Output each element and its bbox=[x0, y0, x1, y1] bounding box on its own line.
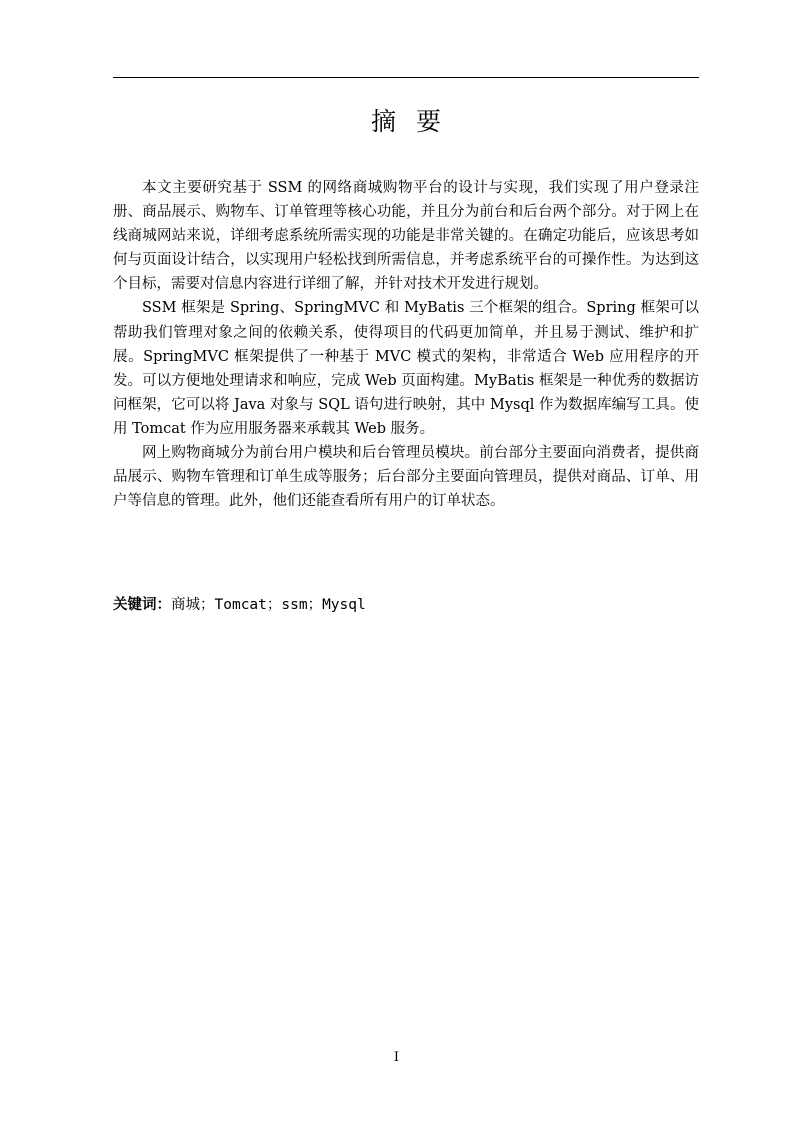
page-title: 摘要 bbox=[370, 107, 461, 136]
abstract-paragraph: SSM 框架是 Spring、SpringMVC 和 MyBatis 三个框架的组合。Spring 框架可以帮助我们管理对象之间的依赖关系，使得项目的代码更加简单，并且易于测试、维护和扩展。SpringMVC 框架提供了一种基于 MVC 模式的架构，非常适合 Web 应用程序的开发。可以方便地处理请求和响应，完成 Web 页面构建。MyBatis 框架是一种优秀的数据访问框架，它可以将 Java 对象与 SQL 语句进行映射，其中 Mysql 作为数据库编写工具。使用 Tomcat 作为应用服务器来承载其 Web 服务。 bbox=[113, 300, 699, 437]
keywords-line bbox=[113, 593, 699, 617]
header-rule bbox=[113, 77, 699, 78]
keywords-label: 关键词： bbox=[113, 597, 171, 613]
page-number: I bbox=[393, 1050, 400, 1065]
abstract-paragraph: 本文主要研究基于 SSM 的网络商城购物平台的设计与实现，我们实现了用户登录注册、商品展示、购物车、订单管理等核心功能，并且分为前台和后台两个部分。对于网上在线商城网站来说，详细考虑系统所需实现的功能是非常关键的。在确定功能后，应该思考如何与页面设计结合，以实现用户轻松找到所需信息，并考虑系统平台的可操作性。为达到这个目标，需要对信息内容进行详细了解，并针对技术开发进行规划。 bbox=[113, 180, 699, 293]
abstract-paragraph: 网上购物商城分为前台用户模块和后台管理员模块。前台部分主要面向消费者，提供商品展示、购物车管理和订单生成等服务；后台部分主要面向管理员，提供对商品、订单、用户等信息的管理。此外，他们还能查看所有用户的订单状态。 bbox=[113, 445, 699, 510]
keywords-text: 商城；Tomcat；ssm；Mysql bbox=[171, 597, 366, 613]
abstract-body bbox=[113, 176, 699, 513]
